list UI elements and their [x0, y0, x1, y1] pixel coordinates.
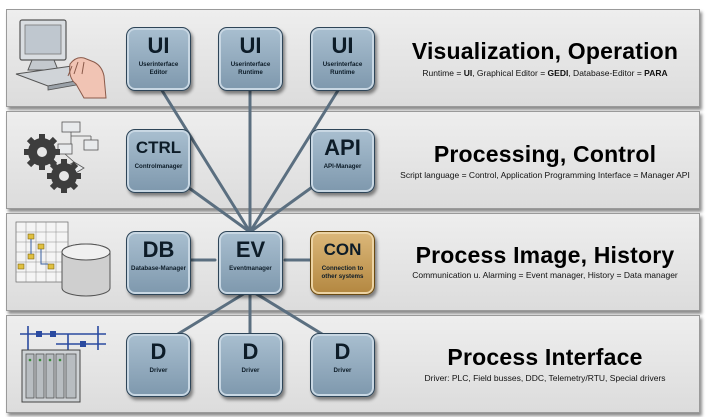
- layer-title-processing: Processing, Control: [433, 141, 657, 167]
- layer-subtitle-process-image: Communication u. Alarming = Event manager, History = Data manager: [412, 270, 678, 280]
- ui-runtime-module-1: UI Userinterface Runtime: [218, 27, 283, 91]
- layer-title-process-interface: Process Interface: [447, 344, 643, 370]
- computer-workstation-icon: [12, 14, 112, 102]
- layer-subtitle-visualization: Runtime = UI, Graphical Editor = GEDI, Database-Editor = PARA: [422, 68, 668, 78]
- plc-network-icon: [16, 320, 116, 408]
- api-module: API API-Manager: [310, 129, 375, 193]
- ctrl-module: CTRL Controlmanager: [126, 129, 191, 193]
- db-module: DB Database-Manager: [126, 231, 191, 295]
- layer-subtitle-process-interface: Driver: PLC, Field busses, DDC, Telemetry/RTU, Special drivers: [424, 373, 666, 383]
- layer-title-visualization: Visualization, Operation: [411, 38, 679, 64]
- driver-module-1: D Driver: [126, 333, 191, 397]
- ui-runtime-module-2: UI Userinterface Runtime: [310, 27, 375, 91]
- ev-module: EV Eventmanager: [218, 231, 283, 295]
- driver-module-2: D Driver: [218, 333, 283, 397]
- layer-subtitle-processing: Script language = Control, Application Programming Interface = Manager API: [400, 170, 690, 180]
- driver-module-3: D Driver: [310, 333, 375, 397]
- layer-title-process-image: Process Image, History: [415, 242, 675, 268]
- gears-flowchart-icon: [14, 118, 114, 202]
- con-module: CON Connection to other systems: [310, 231, 375, 295]
- ui-editor-module: UI Userinterface Editor: [126, 27, 191, 91]
- process-image-database-icon: [14, 218, 114, 306]
